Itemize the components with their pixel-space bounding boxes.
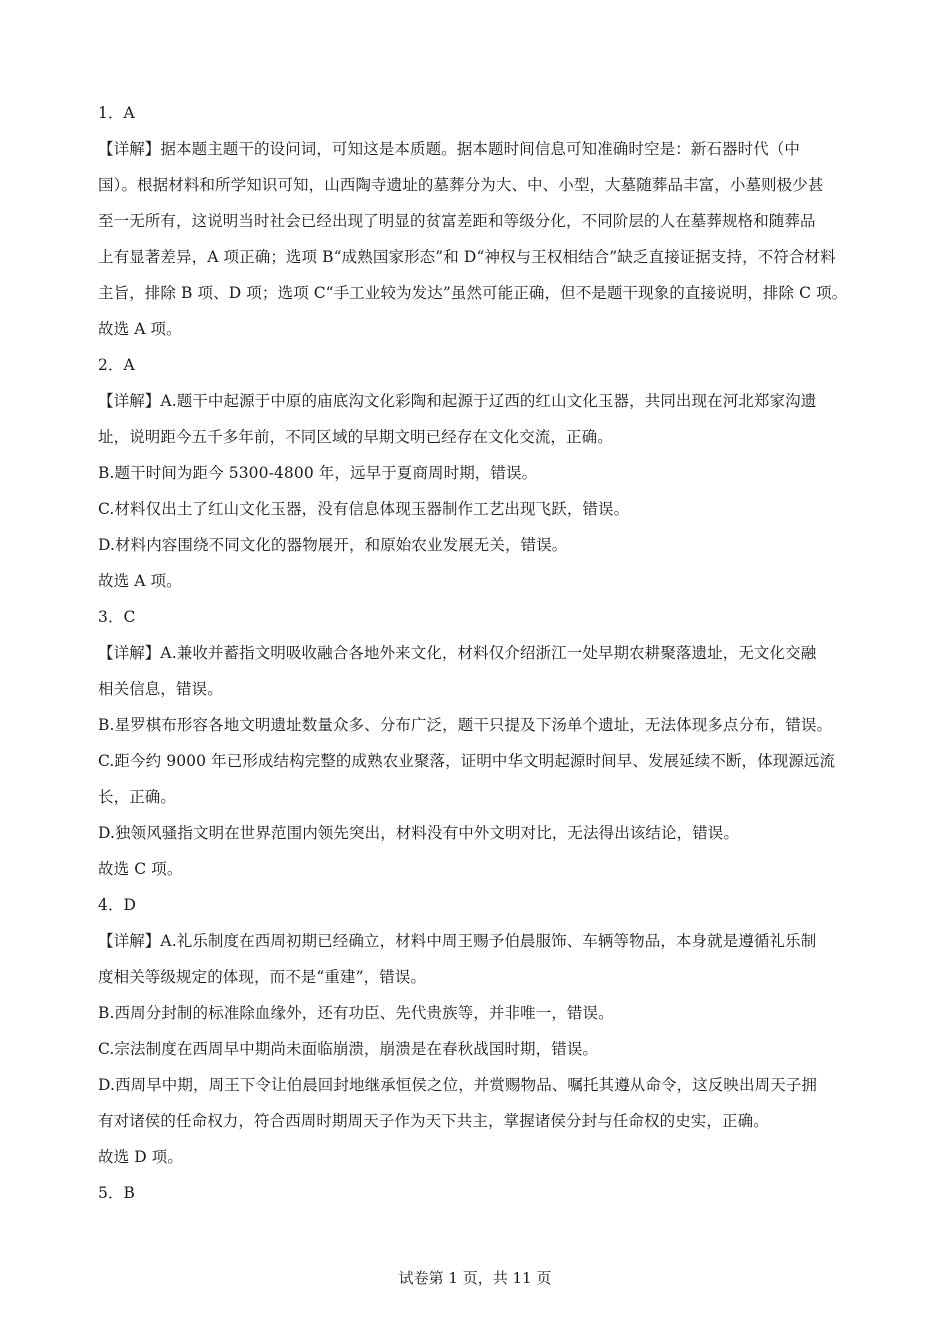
text-line: B.西周分封制的标准除血缘外，还有功臣、先代贵族等，并非唯一，错误。 bbox=[98, 1004, 614, 1022]
text-line: 主旨，排除 B 项、D 项；选项 C“手工业较为发达”虽然可能正确，但不是题干现象的直接说明，排除 C 项。 bbox=[98, 284, 848, 302]
text-line: C.材料仅出土了红山文化玉器，没有信息体现玉器制作工艺出现飞跃，错误。 bbox=[98, 500, 630, 518]
text-line: 有对诸侯的任命权力，符合西周时期周天子作为天下共主，掌握诸侯分封与任命权的史实，正确。 bbox=[98, 1112, 769, 1130]
text-line: 【详解】A.题干中起源于中原的庙底沟文化彩陶和起源于辽西的红山文化玉器，共同出现在河北郑家沟遗 bbox=[98, 392, 817, 410]
text-line: 国）。根据材料和所学知识可知，山西陶寺遗址的墓葬分为大、中、小型，大墓随葬品丰富，小墓则极少甚 bbox=[98, 176, 824, 194]
text-line: 3．C bbox=[98, 608, 136, 626]
text-line: 【详解】A.兼收并蓄指文明吸收融合各地外来文化，材料仅介绍浙江一处早期农耕聚落遗址，无文化交融 bbox=[98, 644, 817, 662]
text-line: 相关信息，错误。 bbox=[98, 680, 223, 698]
text-line: D.独领风骚指文明在世界范围内领先突出，材料没有中外文明对比，无法得出该结论，错误。 bbox=[98, 824, 740, 842]
text-line: 故选 C 项。 bbox=[98, 860, 183, 878]
document-body bbox=[98, 95, 868, 1211]
text-line: C.宗法制度在西周早中期尚未面临崩溃，崩溃是在春秋战国时期，错误。 bbox=[98, 1040, 599, 1058]
text-line: 【详解】A.礼乐制度在西周初期已经确立，材料中周王赐予伯晨服饰、车辆等物品，本身就是遵循礼乐制 bbox=[98, 932, 817, 950]
text-line: B.题干时间为距今 5300-4800 年，远早于夏商周时期，错误。 bbox=[98, 464, 538, 482]
text-line: 【详解】据本题主题干的设问词，可知这是本质题。据本题时间信息可知准确时空是：新石器时代（中 bbox=[98, 140, 801, 158]
text-line: B.星罗棋布形容各地文明遗址数量众多、分布广泛，题干只提及下汤单个遗址，无法体现多点分布，错误。 bbox=[98, 716, 833, 734]
text-line: D.材料内容围绕不同文化的器物展开，和原始农业发展无关，错误。 bbox=[98, 536, 568, 554]
page-footer: 试卷第 1 页，共 11 页 bbox=[398, 1269, 552, 1287]
text-line: 故选 A 项。 bbox=[98, 320, 182, 338]
text-line: 上有显著差异，A 项正确；选项 B“成熟国家形态”和 D“神权与王权相结合”缺乏直接证据支持，不符合材料 bbox=[98, 248, 836, 266]
text-line: 4．D bbox=[98, 896, 137, 914]
text-line: 度相关等级规定的体现，而不是“重建”，错误。 bbox=[98, 968, 427, 986]
text-line: 1．A bbox=[98, 104, 135, 122]
text-line: D.西周早中期，周王下令让伯晨回封地继承恒侯之位，并赏赐物品、嘱托其遵从命令，这反映出周天子拥 bbox=[98, 1076, 818, 1094]
text-line: 至一无所有，这说明当时社会已经出现了明显的贫富差距和等级分化，不同阶层的人在墓葬规格和随葬品 bbox=[98, 212, 816, 230]
text-line: C.距今约 9000 年已形成结构完整的成熟农业聚落，证明中华文明起源时间早、发展延续不断，体现源远流 bbox=[98, 752, 836, 770]
text-line: 故选 D 项。 bbox=[98, 1148, 183, 1166]
text-line: 址，说明距今五千多年前，不同区域的早期文明已经存在文化交流，正确。 bbox=[98, 428, 613, 446]
text-line: 2．A bbox=[98, 356, 135, 374]
text-line: 故选 A 项。 bbox=[98, 572, 182, 590]
text-line: 长，正确。 bbox=[98, 788, 177, 806]
text-line: 5．B bbox=[98, 1184, 136, 1202]
